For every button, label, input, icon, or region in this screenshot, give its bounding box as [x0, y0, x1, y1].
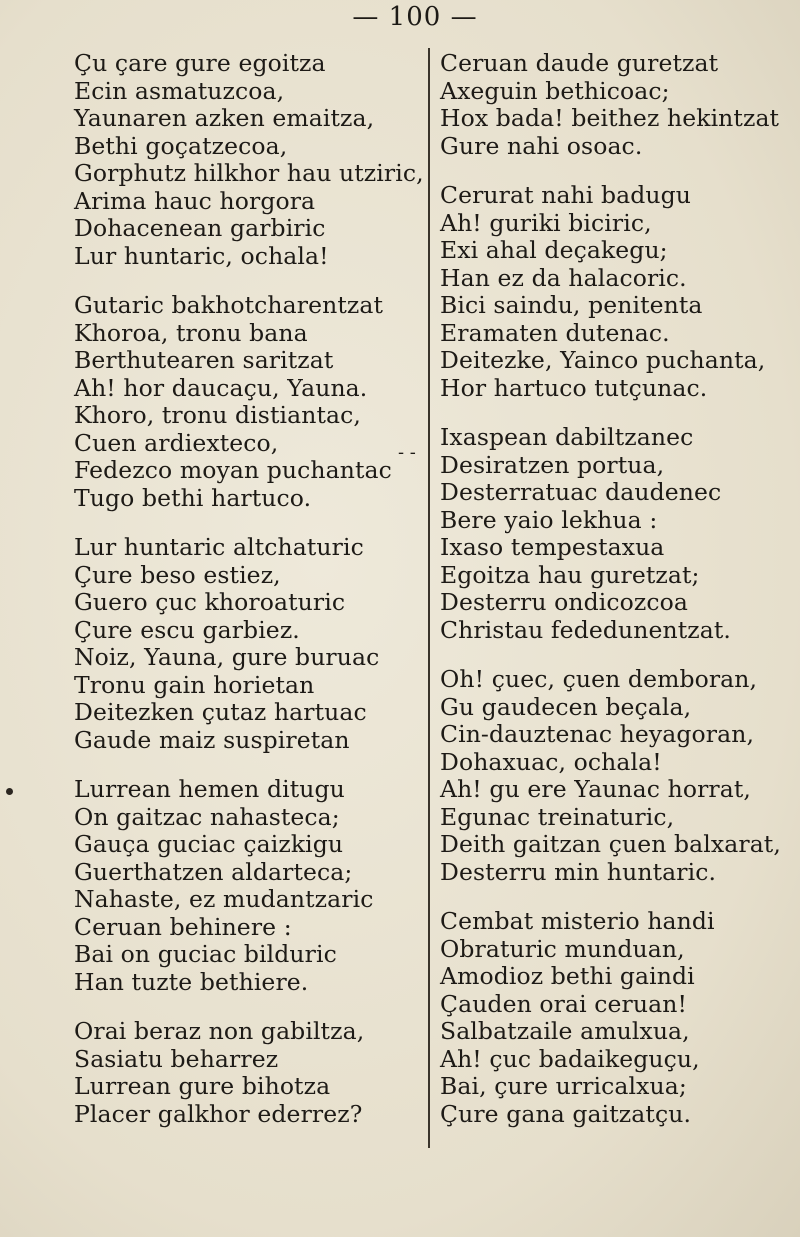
stanza: [440, 50, 790, 160]
verse-line: Khoro, tronu distiantac,: [74, 401, 361, 429]
page-number: — 100 —: [352, 2, 478, 32]
verse-line: Exi ahal deçakegu;: [440, 236, 668, 264]
stanza: [440, 908, 790, 1128]
verse-line: Ah! guriki biciric,: [440, 208, 652, 237]
verse-line: Gure nahi osoac.: [440, 131, 643, 160]
verse-line: Cerurat nahi badugu: [440, 181, 691, 209]
verse-line: Arima hauc horgora: [74, 186, 316, 215]
verse-line: Deitezke, Yainco puchanta,: [440, 346, 766, 374]
verse-line: On gaitzac nahasteca;: [74, 802, 340, 831]
verse-line: Guero çuc khoroaturic: [74, 588, 346, 616]
verse-line: Ah! gu ere Yaunac horrat,: [440, 775, 751, 803]
verse-line: Dohacenean garbiric: [74, 214, 326, 242]
stanza: [74, 776, 424, 996]
verse-line: Desterru ondicozcoa: [440, 588, 688, 616]
verse-line: Gauça guciac çaizkigu: [74, 830, 344, 858]
verse-line: Lurrean hemen ditugu: [74, 775, 345, 803]
stanza: [440, 182, 790, 402]
verse-line: Ah! çuc badaikeguçu,: [440, 1044, 700, 1073]
verse-line: Yaunaren azken emaitza,: [74, 104, 375, 132]
stanza: [74, 292, 424, 512]
verse-line: Tugo bethi hartuco.: [74, 483, 312, 512]
verse-line: Gorphutz hilkhor hau utziric,: [74, 159, 424, 187]
verse-line: Orai beraz non gabiltza,: [74, 1017, 365, 1045]
verse-line: Bici saindu, penitenta: [440, 291, 703, 319]
verse-line: Desiratzen portua,: [440, 450, 665, 479]
verse-line: Çure gana gaitzatçu.: [440, 1099, 692, 1128]
verse-line: Noiz, Yauna, gure buruac: [74, 643, 380, 671]
verse-line: Fedezco moyan puchantac: [74, 456, 392, 484]
verse-line: Desterru min huntaric.: [440, 857, 717, 886]
verse-line: Berthutearen saritzat: [74, 346, 334, 374]
verse-line: Gu gaudecen beçala,: [440, 692, 692, 721]
verse-line: Obraturic munduan,: [440, 934, 685, 963]
verse-line: Hox bada! beithez hekintzat: [440, 104, 780, 132]
verse-line: Eramaten dutenac.: [440, 318, 670, 347]
verse-line: Christau fededunentzat.: [440, 615, 731, 644]
page-header: [0, 2, 800, 32]
verse-line: Han ez da halacoric.: [440, 263, 687, 292]
stanza: [74, 534, 424, 754]
verse-line: Egunac treinaturic,: [440, 802, 675, 831]
verse-line: Çu çare gure egoitza: [74, 49, 326, 77]
verse-line: Guerthatzen aldarteca;: [74, 857, 353, 886]
right-column: [440, 50, 790, 1150]
verse-line: Gutaric bakhotcharentzat: [74, 291, 384, 319]
verse-line: Deith gaitzan çuen balxarat,: [440, 830, 781, 858]
verse-line: Deitezken çutaz hartuac: [74, 698, 367, 726]
verse-line: Cembat misterio handi: [440, 907, 715, 935]
verse-line: Dohaxuac, ochala!: [440, 747, 662, 776]
verse-line: Ah! hor daucaçu, Yauna.: [74, 373, 368, 402]
verse-line: Ceruan daude guretzat: [440, 49, 719, 77]
verse-line: Bai on guciac bilduric: [74, 940, 337, 968]
verse-line: Lur huntaric altchaturic: [74, 533, 364, 561]
verse-line: Çauden orai ceruan!: [440, 989, 687, 1018]
verse-line: Cuen ardiexteco,: [74, 428, 279, 457]
verse-line: Ecin asmatuzcoa,: [74, 76, 285, 105]
verse-line: Tronu gain horietan: [74, 670, 315, 699]
verse-line: Ixaso tempestaxua: [440, 533, 665, 561]
verse-line: Hor hartuco tutçunac.: [440, 373, 708, 402]
verse-line: Egoitza hau guretzat;: [440, 560, 700, 589]
stanza: [440, 666, 790, 886]
verse-line: Han tuzte bethiere.: [74, 967, 309, 996]
verse-line: Lurrean gure bihotza: [74, 1072, 331, 1100]
stanza: [74, 1018, 424, 1128]
verse-line: Sasiatu beharrez: [74, 1044, 279, 1073]
column-divider: [428, 48, 430, 1148]
left-column: [74, 50, 424, 1150]
verse-line: Ceruan behinere :: [74, 912, 292, 941]
verse-line: Çure escu garbiez.: [74, 615, 300, 644]
stanza: [440, 424, 790, 644]
verse-line: Placer galkhor ederrez?: [74, 1099, 363, 1128]
verse-line: Khoroa, tronu bana: [74, 318, 308, 347]
verse-line: Bai, çure urricalxua;: [440, 1072, 687, 1100]
verse-line: Salbatzaile amulxua,: [440, 1017, 690, 1045]
verse-line: Gaude maiz suspiretan: [74, 725, 350, 754]
verse-line: Nahaste, ez mudantzaric: [74, 885, 374, 913]
verse-line: Axeguin bethicoac;: [440, 76, 670, 105]
verse-line: Bere yaio lekhua :: [440, 505, 658, 534]
verse-line: Oh! çuec, çuen demboran,: [440, 665, 758, 693]
verse-line: Çure beso estiez,: [74, 560, 281, 589]
margin-dash: - -: [398, 442, 416, 463]
verse-line: Desterratuac daudenec: [440, 478, 722, 506]
verse-line: Cin-dauztenac heyagoran,: [440, 720, 755, 748]
margin-mark: [6, 788, 13, 795]
verse-line: Ixaspean dabiltzanec: [440, 423, 694, 451]
stanza: [74, 50, 424, 270]
verse-line: Amodioz bethi gaindi: [440, 962, 695, 990]
verse-line: Bethi goçatzecoa,: [74, 131, 288, 160]
verse-line: Lur huntaric, ochala!: [74, 241, 329, 270]
